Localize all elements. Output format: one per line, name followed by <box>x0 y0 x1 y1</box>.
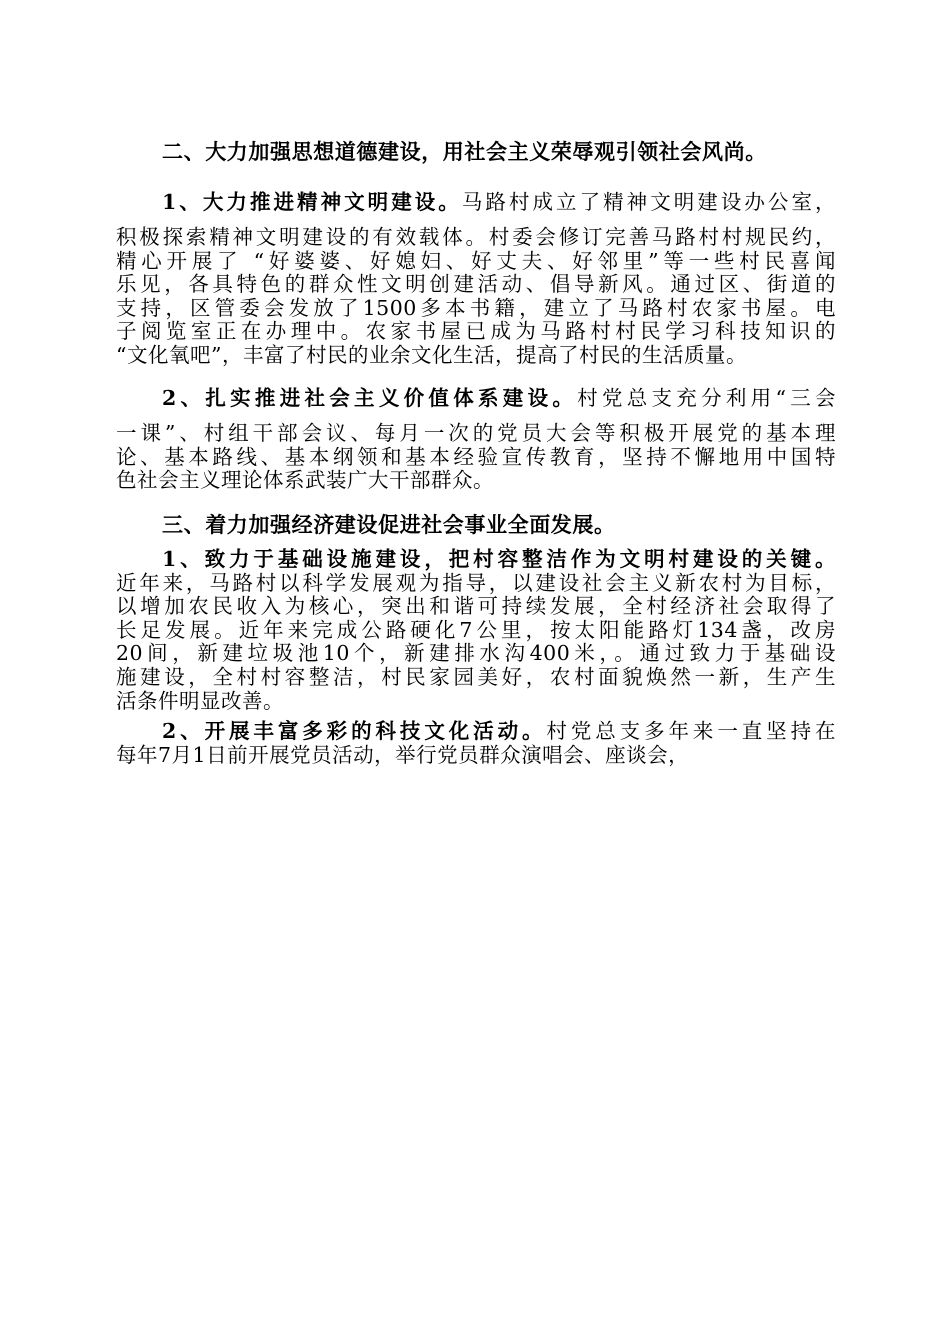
paragraph-lead: 2、扎实推进社会主义价值体系建设。 <box>162 386 578 410</box>
paragraph-line: “文化氧吧”，丰富了村民的业余文化生活，提高了村民的生活质量。 <box>116 342 747 367</box>
paragraph-line: 近年来，马路村以科学发展观为指导，以建设社会主义新农村为目标， <box>116 570 836 595</box>
paragraph-socialist-values <box>116 374 836 493</box>
paragraph-cultural-activities <box>116 720 836 767</box>
paragraph-line: 子阅览室正在办理中。农家书屋已成为马路村村民学习科技知识的 <box>116 319 836 344</box>
paragraph-line: 色社会主义理论体系武装广大干部群众。 <box>116 468 494 493</box>
paragraph-infrastructure <box>116 548 836 713</box>
paragraph-line: 20间，新建垃圾池10个，新建排水沟400米，。通过致力于基础设 <box>116 641 836 666</box>
paragraph-line: 长足发展。近年来完成公路硬化7公里，按太阳能路灯134盏，改房 <box>116 617 836 642</box>
paragraph-line: 乐见，各具特色的群众性文明创建活动、倡导新风。通过区、街道的 <box>116 272 836 297</box>
paragraph-first-line <box>116 720 836 744</box>
paragraph-first-line <box>116 374 836 422</box>
paragraph-line: 施建设，全村村容整洁，村民家园美好，农村面貌焕然一新，生产生 <box>116 664 836 689</box>
paragraph-line: 精心开展了 “好婆婆、好媳妇、好丈夫、好邻里”等一些村民喜闻 <box>116 248 836 273</box>
paragraph-lead: 1、大力推进精神文明建设。 <box>162 190 462 214</box>
paragraph-lead: 2、开展丰富多彩的科技文化活动。 <box>162 719 547 743</box>
paragraph-line: 支持，区管委会发放了1500多本书籍，建立了马路村农家书屋。电 <box>116 295 836 320</box>
paragraph-line: 以增加农民收入为核心，突出和谐可持续发展，全村经济社会取得了 <box>116 594 836 619</box>
paragraph-line: 积极探索精神文明建设的有效载体。村委会修订完善马路村村规民约， <box>116 225 836 249</box>
paragraph-text: 村党总支多年来一直坚持在 <box>546 719 836 743</box>
paragraph-lead: 1、致力于基础设施建设，把村容整洁作为文明村建设的关键。 <box>162 547 836 571</box>
paragraph-first-line <box>116 178 836 226</box>
paragraph-line: 活条件明显改善。 <box>116 688 284 713</box>
section-heading-2: 二、大力加强思想道德建设，用社会主义荣辱观引领社会风尚。 <box>162 139 767 164</box>
paragraph-line: 论、基本路线、基本纲领和基本经验宣传教育，坚持不懈地用中国特 <box>116 444 836 469</box>
paragraph-text: 村党总支充分利用“三会 <box>577 386 837 410</box>
section-heading-3: 三、着力加强经济建设促进社会事业全面发展。 <box>162 512 616 537</box>
paragraph-spiritual-civilization <box>116 178 836 368</box>
paragraph-text: 马路村成立了精神文明建设办公室， <box>461 190 837 214</box>
paragraph-line: 一课”、村组干部会议、每月一次的党员大会等积极开展党的基本理 <box>116 421 836 445</box>
paragraph-line: 每年7月1日前开展党员活动，举行党员群众演唱会、座谈会， <box>116 742 690 767</box>
